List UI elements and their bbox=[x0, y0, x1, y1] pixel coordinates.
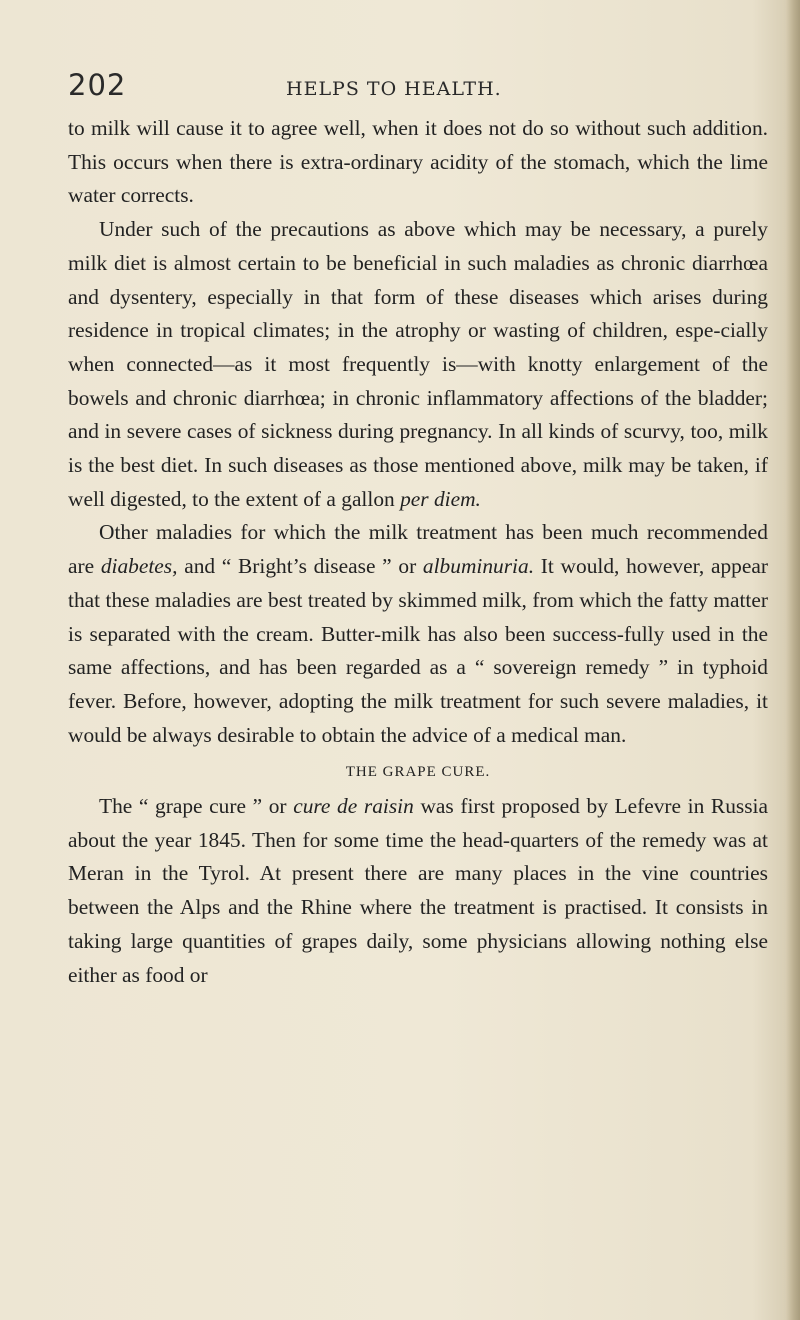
paragraph-3 bbox=[68, 516, 768, 752]
page-edge bbox=[786, 0, 800, 1320]
paragraph-1-text: to milk will cause it to agree well, when it does not do so without such addition. This occurs when there is extra-ordinary acidity of the stomach, which the lime water corrects. bbox=[68, 116, 768, 208]
page-number: 202 bbox=[68, 68, 127, 102]
paragraph-2-text: Under such of the precautions as above which may be necessary, a purely milk diet is almost certain to be beneficial in such maladies as chronic diarrhœa and dysentery, especially in that form of these diseases which arises during residence in tropical climates; in the atrophy or wasting of children, espe-cially when connected—as it most frequently is—with knotty enlargement of the bowels and chronic diarrhœa; in chronic inflammatory affections of the bladder; and in severe cases of sickness during pregnancy. In all kinds of scurvy, too, milk is the best diet. In such diseases as those mentioned above, milk may be taken, if well digested, to the extent of a gallon bbox=[68, 217, 768, 511]
section-heading: THE GRAPE CURE. bbox=[345, 764, 491, 781]
paragraph-3-text-c: It would, however, appear that these maladies are best treated by skimmed milk, from which the fatty matter is separated with the cream. Butter-milk has also been success-fully used in the same affections, and has been regarded as a “ sovereign remedy ” in typhoid fever. Before, however, adopting the milk treatment for such severe maladies, it would be always desirable to obtain the advice of a medical man. bbox=[68, 554, 768, 747]
paragraph-2-italic: per diem. bbox=[400, 486, 481, 511]
paragraph-3-text-b: and “ Bright’s disease ” or bbox=[184, 554, 417, 579]
running-head: HELPS TO HEALTH. bbox=[286, 78, 502, 100]
paragraph-2 bbox=[68, 213, 768, 516]
paragraph-3-italic-2: albuminuria. bbox=[422, 554, 535, 579]
paragraph-3-italic-1: diabetes, bbox=[100, 554, 178, 579]
paragraph-4-text-b: was first proposed by Lefevre in Russia about the year 1845. Then for some time the head-quarters of the remedy was at Meran in the Tyrol. At present there are many places in the vine countries between the Alps and the Rhine where the treatment is practised. It consists in taking large quantities of grapes daily, some physicians allowing nothing else either as food or bbox=[68, 794, 768, 987]
paragraph-4 bbox=[68, 790, 768, 992]
paragraph-1 bbox=[68, 112, 768, 213]
paragraph-3-text-a: Other maladies for which the milk treatment has been much recommended are bbox=[68, 520, 768, 579]
body-text bbox=[68, 112, 768, 992]
paragraph-4-text-a: The “ grape cure ” or bbox=[99, 794, 287, 819]
paragraph-4-italic: cure de raisin bbox=[293, 794, 414, 819]
page-header bbox=[0, 68, 800, 108]
